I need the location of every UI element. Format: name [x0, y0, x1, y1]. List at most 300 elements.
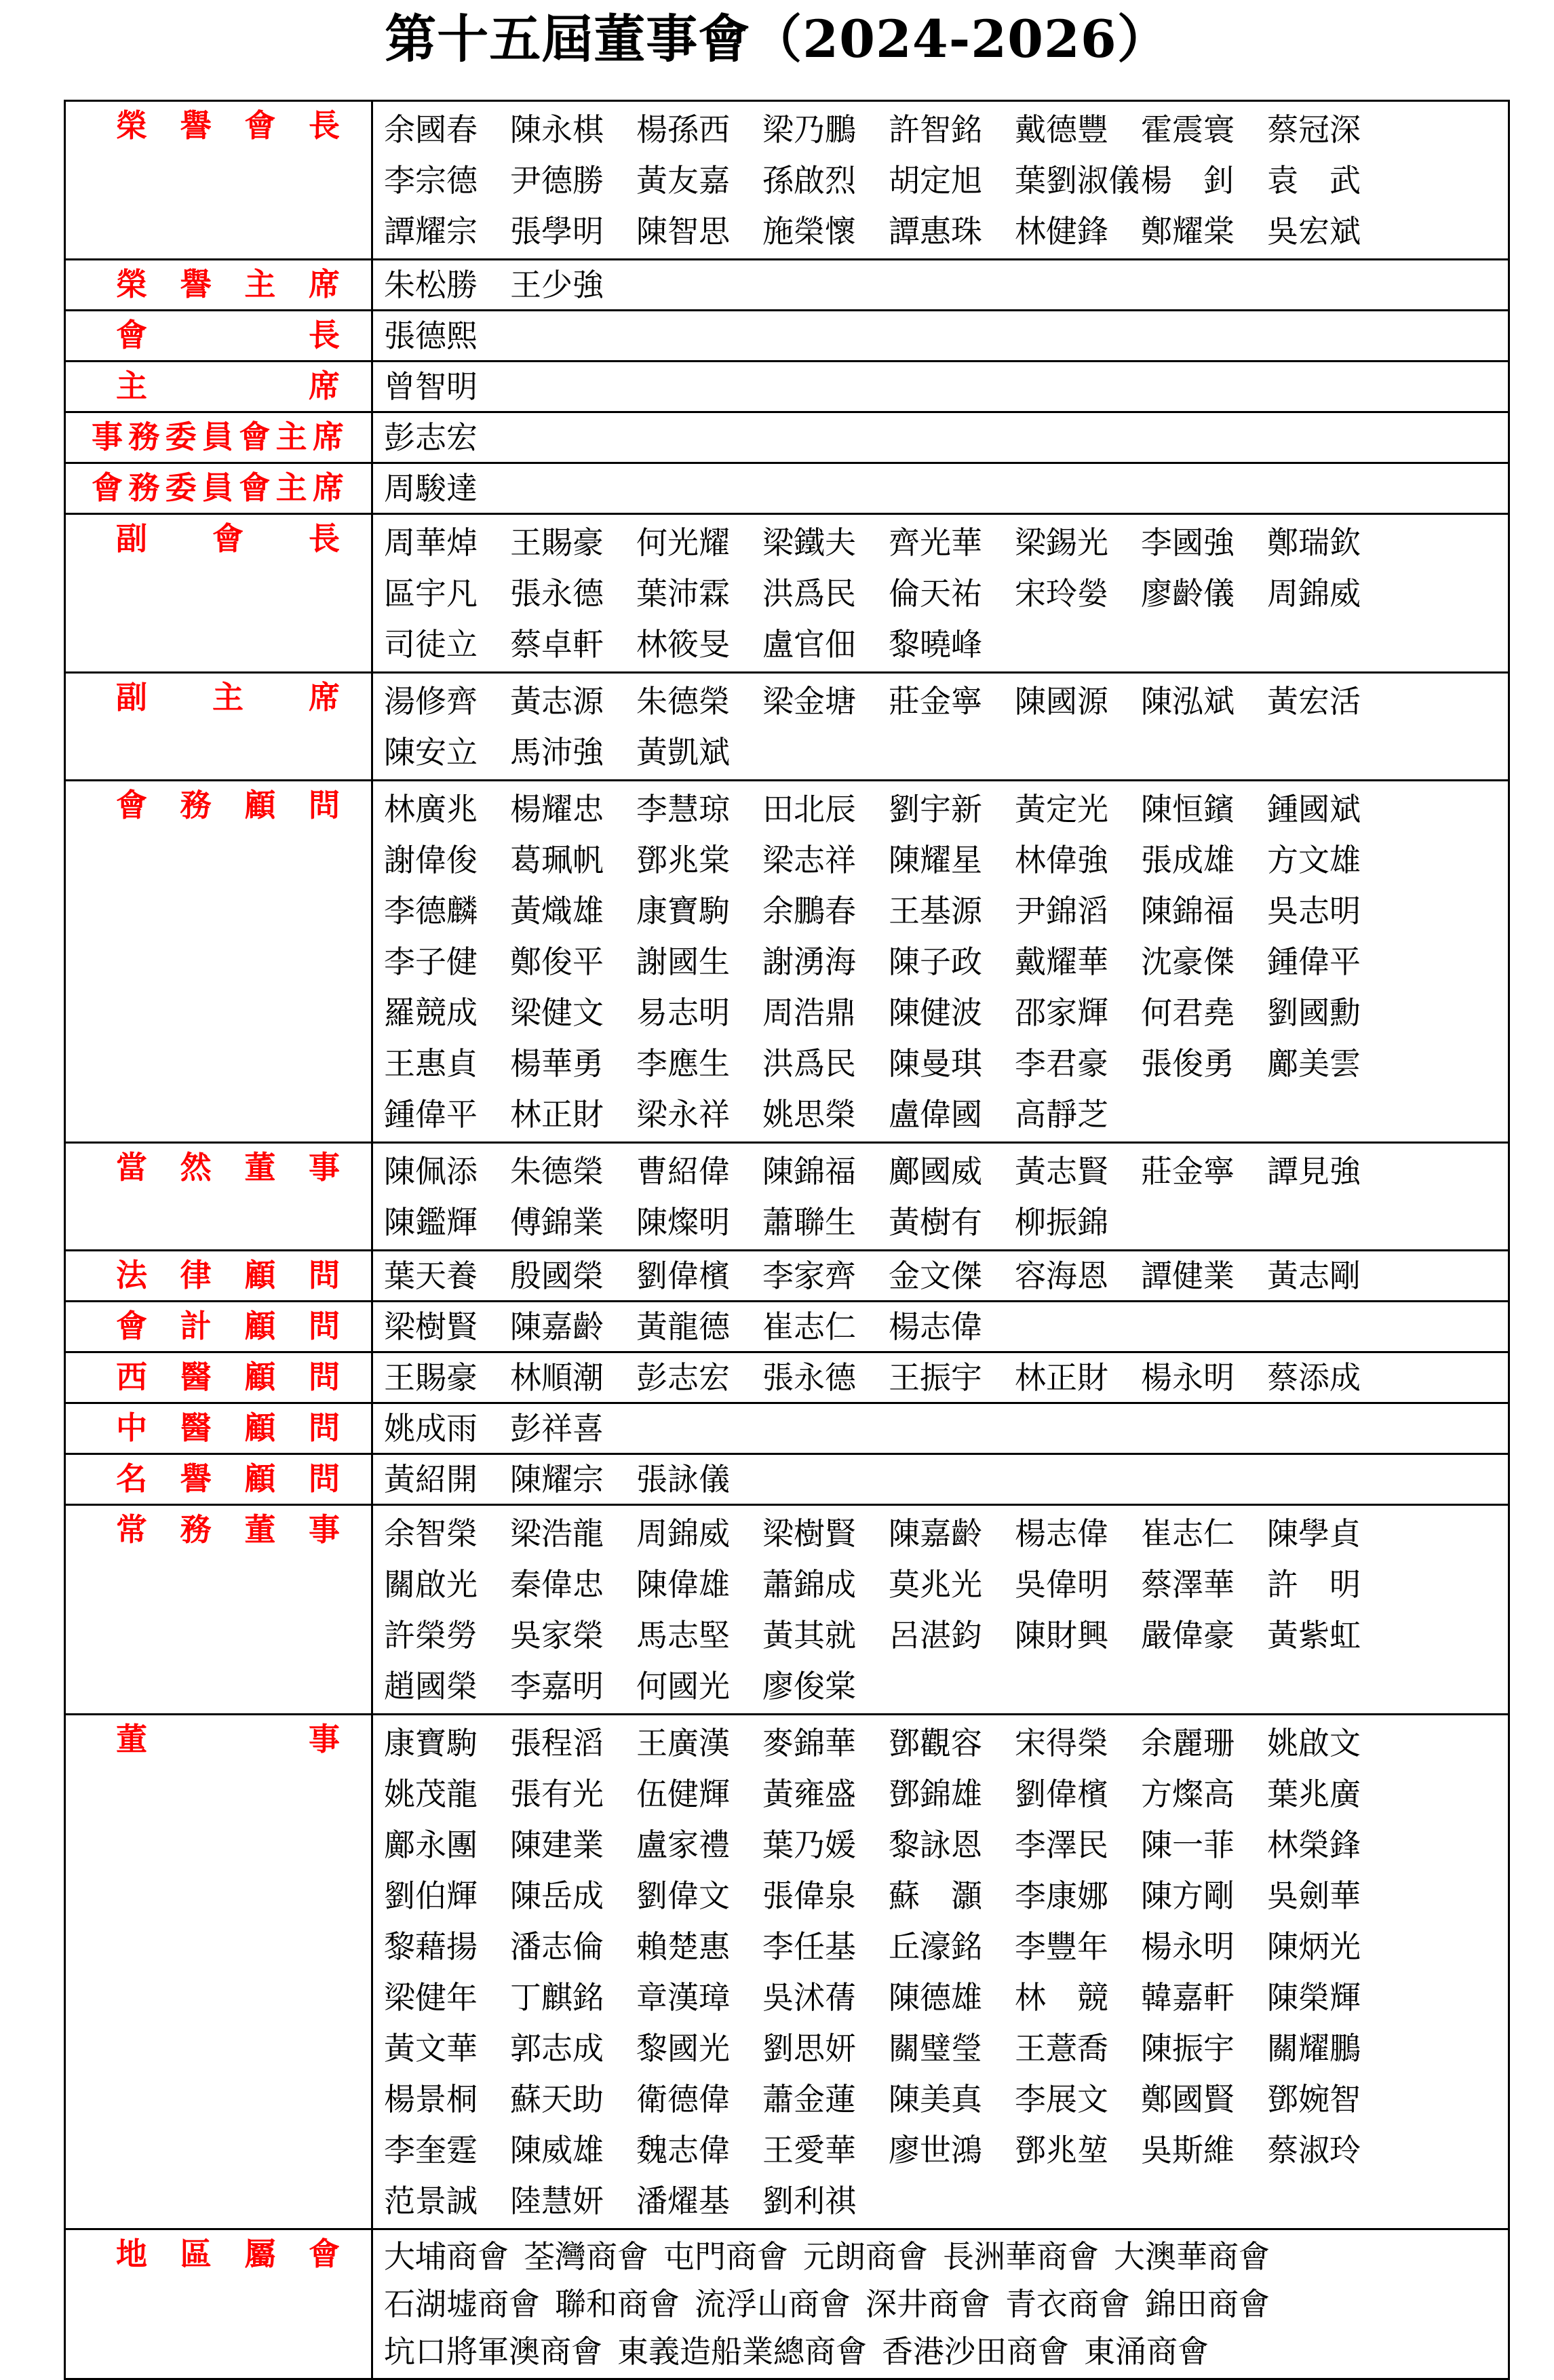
- chamber-name: 聯和商會: [555, 2286, 680, 2322]
- member-name: 鄭耀棠: [1141, 213, 1235, 250]
- member-name: 陳燦明: [636, 1204, 730, 1241]
- members-cell: [372, 1454, 1509, 1505]
- member-name: 黃志剛: [1267, 1257, 1361, 1294]
- members-cell: [372, 260, 1509, 311]
- member-name: 何君堯: [1141, 994, 1235, 1031]
- role-cell: [65, 673, 372, 781]
- chamber-name: 元朗商會: [803, 2238, 928, 2275]
- roster-row: [65, 362, 1509, 412]
- member-name: 梁金塘: [762, 683, 856, 720]
- member-name: 余國春: [384, 111, 478, 148]
- member-name: 黃宏活: [1267, 683, 1361, 720]
- member-name: 陳嘉齡: [510, 1308, 604, 1345]
- member-name: 丘濠銘: [889, 1928, 982, 1965]
- member-name: 方文雄: [1267, 842, 1361, 878]
- member-name: 馬沛強: [510, 734, 604, 770]
- chamber-name: 東義造船業總商會: [617, 2333, 867, 2370]
- member-name: 殷國榮: [510, 1257, 604, 1294]
- member-name: 趙國榮: [384, 1668, 478, 1704]
- role-label: 當然董事: [116, 1149, 340, 1186]
- roster-row: [65, 1454, 1509, 1505]
- member-name: 王愛華: [762, 2132, 856, 2168]
- role-label: 地區屬會: [116, 2236, 340, 2272]
- member-name: 周華焯: [384, 524, 478, 561]
- member-name: 謝國生: [636, 943, 730, 980]
- member-name: 葛珮帆: [510, 842, 604, 878]
- member-name: 朱松勝: [384, 267, 478, 303]
- member-name: 蕭錦成: [762, 1566, 856, 1603]
- member-name: 林健鋒: [1015, 213, 1108, 250]
- role-label: 法律顧問: [116, 1257, 340, 1293]
- member-name: 余麗珊: [1141, 1725, 1235, 1761]
- member-name: 盧偉國: [889, 1096, 982, 1133]
- member-name: 林 競: [1015, 1979, 1108, 2016]
- member-name: 盧家禮: [636, 1827, 730, 1863]
- member-name: 余智榮: [384, 1515, 478, 1552]
- member-name: 蔡淑玲: [1267, 2132, 1361, 2168]
- member-name: 吳沭蒨: [762, 1979, 856, 2016]
- member-name: 林正財: [1015, 1359, 1108, 1396]
- member-name: 鄭俊平: [510, 943, 604, 980]
- member-name: 吳偉明: [1015, 1566, 1108, 1603]
- member-name: 劉國勳: [1267, 994, 1361, 1031]
- member-name: 陳耀宗: [510, 1461, 604, 1498]
- member-name: 姚成雨: [384, 1410, 478, 1447]
- role-label: 事務委員會主席: [92, 418, 344, 455]
- chamber-line: [384, 2328, 1508, 2375]
- member-list: [373, 1144, 1508, 1249]
- member-name: 何光耀: [636, 524, 730, 561]
- role-cell: [65, 781, 372, 1143]
- member-name: 陳振宇: [1141, 2030, 1235, 2067]
- chamber-name: 青衣商會: [1005, 2286, 1130, 2322]
- role-cell: [65, 1143, 372, 1251]
- page-title: 第十五屆董事會（2024-2026）: [385, 9, 1169, 69]
- member-name: 麥錦華: [762, 1725, 856, 1761]
- roster-row: [65, 673, 1509, 781]
- chamber-name: 東涌商會: [1084, 2333, 1209, 2370]
- roster-row: [65, 1715, 1509, 2229]
- member-name: 張偉泉: [762, 1877, 856, 1914]
- member-name: 楊景桐: [384, 2081, 478, 2118]
- role-cell: [65, 1715, 372, 2229]
- members-cell: [372, 362, 1509, 412]
- member-name: 劉利祺: [762, 2183, 856, 2219]
- member-name: 田北辰: [762, 791, 856, 827]
- member-name: 關啟光: [384, 1566, 478, 1603]
- member-name: 鍾偉平: [384, 1096, 478, 1133]
- member-name: 盧官佃: [762, 626, 856, 663]
- member-name: 黃友嘉: [636, 162, 730, 199]
- member-name: 曹紹偉: [636, 1153, 730, 1190]
- member-name: 陳財興: [1015, 1617, 1108, 1654]
- member-name: 陳嘉齡: [889, 1515, 982, 1552]
- member-name: 黎曉峰: [889, 626, 982, 663]
- member-name: 宋玲嫈: [1015, 575, 1108, 612]
- member-name: 陳鑑輝: [384, 1204, 478, 1241]
- role-label: 副主席: [116, 679, 340, 716]
- member-name: 羅競成: [384, 994, 478, 1031]
- member-name: 陳國源: [1015, 683, 1108, 720]
- members-cell: [372, 1715, 1509, 2229]
- member-name: 袁 武: [1267, 162, 1361, 199]
- member-name: 余鵬春: [762, 893, 856, 929]
- member-name: 黃熾雄: [510, 893, 604, 929]
- member-name: 黃樹有: [889, 1204, 982, 1241]
- member-name: 陳德雄: [889, 1979, 982, 2016]
- member-list: [373, 1302, 1508, 1351]
- members-cell: [372, 101, 1509, 260]
- member-name: 蘇 灝: [889, 1877, 982, 1914]
- chamber-name: 香港沙田商會: [882, 2333, 1069, 2370]
- member-name: 陳耀星: [889, 842, 982, 878]
- member-list: [373, 413, 1508, 462]
- member-name: 司徒立: [384, 626, 478, 663]
- member-name: 陳泓斌: [1141, 683, 1235, 720]
- members-cell: [372, 1251, 1509, 1302]
- member-name: 劉偉檳: [636, 1257, 730, 1294]
- member-name: 陳健波: [889, 994, 982, 1031]
- roster-row: [65, 1143, 1509, 1251]
- member-name: 張永德: [510, 575, 604, 612]
- member-name: 潘燿基: [636, 2183, 730, 2219]
- member-name: 蕭聯生: [762, 1204, 856, 1241]
- role-label: 中醫顧問: [116, 1409, 340, 1446]
- role-label: 名譽顧問: [116, 1460, 340, 1497]
- member-name: 莊金寧: [1141, 1153, 1235, 1190]
- member-name: 彭祥喜: [510, 1410, 604, 1447]
- member-name: 洪爲民: [762, 1045, 856, 1082]
- member-name: 陳炳光: [1267, 1928, 1361, 1965]
- role-cell: [65, 412, 372, 463]
- member-name: 梁樹賢: [384, 1308, 478, 1345]
- roster-row: [65, 1403, 1509, 1454]
- role-cell: [65, 1454, 372, 1505]
- member-name: 陳岳成: [510, 1877, 604, 1914]
- member-name: 王賜豪: [510, 524, 604, 561]
- member-name: 衛德偉: [636, 2081, 730, 2118]
- roster-row: [65, 1352, 1509, 1403]
- member-name: 楊永明: [1141, 1359, 1235, 1396]
- member-name: 張俊勇: [1141, 1045, 1235, 1082]
- member-list: [373, 1715, 1508, 2228]
- roster-row: [65, 1302, 1509, 1352]
- member-name: 許榮勞: [384, 1617, 478, 1654]
- member-name: 林榮鋒: [1267, 1827, 1361, 1863]
- member-name: 周駿達: [384, 470, 478, 507]
- member-name: 劉偉檳: [1015, 1776, 1108, 1812]
- member-name: 梁鐵夫: [762, 524, 856, 561]
- member-name: 鄧婉智: [1267, 2081, 1361, 2118]
- role-label: 會長: [116, 317, 340, 353]
- member-name: 楊志偉: [889, 1308, 982, 1345]
- role-label: 主席: [116, 368, 340, 404]
- member-name: 彭志宏: [384, 419, 478, 456]
- member-list: [373, 464, 1508, 513]
- member-name: 吳宏斌: [1267, 213, 1361, 250]
- member-name: 金文傑: [889, 1257, 982, 1294]
- member-name: 朱德榮: [510, 1153, 604, 1190]
- member-name: 康寶駒: [384, 1725, 478, 1761]
- member-name: 陳一菲: [1141, 1827, 1235, 1863]
- roster-row: [65, 412, 1509, 463]
- roster-row: [65, 101, 1509, 260]
- member-name: 鄺美雲: [1267, 1045, 1361, 1082]
- member-name: 陸慧妍: [510, 2183, 604, 2219]
- roster-row: [65, 463, 1509, 514]
- member-name: 張學明: [510, 213, 604, 250]
- member-name: 謝湧海: [762, 943, 856, 980]
- member-name: 尹錦滔: [1015, 893, 1108, 929]
- member-name: 黃志賢: [1015, 1153, 1108, 1190]
- member-name: 關耀鵬: [1267, 2030, 1361, 2067]
- member-name: 王少強: [510, 267, 604, 303]
- member-name: 張成雄: [1141, 842, 1235, 878]
- member-name: 梁志祥: [762, 842, 856, 878]
- member-name: 蔡卓軒: [510, 626, 604, 663]
- member-name: 彭志宏: [636, 1359, 730, 1396]
- member-name: 鄭瑞欽: [1267, 524, 1361, 561]
- member-name: 范景誠: [384, 2183, 478, 2219]
- members-cell: [372, 412, 1509, 463]
- member-name: 章漢璋: [636, 1979, 730, 2016]
- member-list: [373, 1251, 1508, 1300]
- member-name: 陳榮輝: [1267, 1979, 1361, 2016]
- member-name: 戴耀華: [1015, 943, 1108, 980]
- member-name: 吳家榮: [510, 1617, 604, 1654]
- role-cell: [65, 463, 372, 514]
- member-name: 黃定光: [1015, 791, 1108, 827]
- member-name: 陳錦福: [762, 1153, 856, 1190]
- member-name: 張永德: [762, 1359, 856, 1396]
- member-name: 尹德勝: [510, 162, 604, 199]
- member-name: 吳劍華: [1267, 1877, 1361, 1914]
- member-name: 倫天祐: [889, 575, 982, 612]
- role-cell: [65, 1403, 372, 1454]
- member-name: 柳振錦: [1015, 1204, 1108, 1241]
- member-name: 戴德豐: [1015, 111, 1108, 148]
- member-name: 梁健年: [384, 1979, 478, 2016]
- member-name: 朱德榮: [636, 683, 730, 720]
- role-cell: [65, 514, 372, 673]
- member-name: 胡定旭: [889, 162, 982, 199]
- member-name: 鄭國賢: [1141, 2081, 1235, 2118]
- member-name: 鄧觀容: [889, 1725, 982, 1761]
- member-name: 張程滔: [510, 1725, 604, 1761]
- member-name: 李豐年: [1015, 1928, 1108, 1965]
- member-name: 陳方剛: [1141, 1877, 1235, 1914]
- member-name: 林廣兆: [384, 791, 478, 827]
- role-label: 西醫顧問: [116, 1359, 340, 1395]
- member-name: 陳美真: [889, 2081, 982, 2118]
- member-name: 潘志倫: [510, 1928, 604, 1965]
- member-name: 齊光華: [889, 524, 982, 561]
- role-cell: [65, 311, 372, 362]
- member-name: 郭志成: [510, 2030, 604, 2067]
- member-name: 謝偉俊: [384, 842, 478, 878]
- member-name: 黃志源: [510, 683, 604, 720]
- member-name: 李國強: [1141, 524, 1235, 561]
- roster-row: [65, 311, 1509, 362]
- member-name: 呂湛鈞: [889, 1617, 982, 1654]
- roster-row: [65, 1251, 1509, 1302]
- role-cell: [65, 362, 372, 412]
- member-name: 劉宇新: [889, 791, 982, 827]
- member-name: 張詠儀: [636, 1461, 730, 1498]
- member-name: 陳佩添: [384, 1153, 478, 1190]
- member-name: 鄧兆棠: [636, 842, 730, 878]
- member-name: 梁浩龍: [510, 1515, 604, 1552]
- member-name: 廖齡儀: [1141, 575, 1235, 612]
- role-cell: [65, 2229, 372, 2379]
- member-name: 王惠貞: [384, 1045, 478, 1082]
- chamber-name: 長洲華商會: [943, 2238, 1099, 2275]
- member-name: 李展文: [1015, 2081, 1108, 2118]
- member-name: 林偉強: [1015, 842, 1108, 878]
- member-name: 陳錦福: [1141, 893, 1235, 929]
- chamber-name: 大澳華商會: [1114, 2238, 1270, 2275]
- member-name: 梁錫光: [1015, 524, 1108, 561]
- roster-row: [65, 1505, 1509, 1715]
- member-name: 葉兆廣: [1267, 1776, 1361, 1812]
- member-name: 梁乃鵬: [762, 111, 856, 148]
- member-name: 黃凱斌: [636, 734, 730, 770]
- member-name: 姚茂龍: [384, 1776, 478, 1812]
- member-name: 陳偉雄: [636, 1566, 730, 1603]
- member-name: 劉伯輝: [384, 1877, 478, 1914]
- member-name: 曾智明: [384, 368, 478, 405]
- member-name: 陳子政: [889, 943, 982, 980]
- member-list: [373, 260, 1508, 309]
- member-name: 李康娜: [1015, 1877, 1108, 1914]
- chamber-list: [373, 2230, 1508, 2378]
- members-cell: [372, 1143, 1509, 1251]
- role-label: 榮譽主席: [116, 266, 340, 303]
- member-name: 梁健文: [510, 994, 604, 1031]
- members-cell: [372, 463, 1509, 514]
- chamber-name: 荃灣商會: [524, 2238, 648, 2275]
- chamber-name: 深井商會: [866, 2286, 990, 2322]
- member-list: [373, 1353, 1508, 1402]
- member-name: 譚見強: [1267, 1153, 1361, 1190]
- member-name: 湯修齊: [384, 683, 478, 720]
- member-name: 陳永棋: [510, 111, 604, 148]
- member-list: [373, 515, 1508, 671]
- member-name: 區宇凡: [384, 575, 478, 612]
- member-name: 蔡添成: [1267, 1359, 1361, 1396]
- member-name: 陳恒鑌: [1141, 791, 1235, 827]
- member-list: [373, 311, 1508, 360]
- role-cell: [65, 1302, 372, 1352]
- member-name: 洪爲民: [762, 575, 856, 612]
- member-name: 沈豪傑: [1141, 943, 1235, 980]
- member-name: 李慧琼: [636, 791, 730, 827]
- member-name: 廖俊棠: [762, 1668, 856, 1704]
- member-name: 許 明: [1267, 1566, 1361, 1603]
- member-name: 葉劉淑儀: [1015, 162, 1140, 199]
- member-name: 林順潮: [510, 1359, 604, 1396]
- member-list: [373, 1455, 1508, 1504]
- chamber-name: 大埔商會: [384, 2238, 509, 2275]
- member-name: 王振宇: [889, 1359, 982, 1396]
- role-label: 副會長: [116, 520, 340, 557]
- member-name: 鍾偉平: [1267, 943, 1361, 980]
- member-name: 周浩鼎: [762, 994, 856, 1031]
- members-cell: [372, 1403, 1509, 1454]
- role-label: 榮譽會長: [116, 107, 340, 144]
- member-name: 宋得榮: [1015, 1725, 1108, 1761]
- member-name: 廖世鴻: [889, 2132, 982, 2168]
- member-name: 韓嘉軒: [1141, 1979, 1235, 2016]
- member-name: 李家齊: [762, 1257, 856, 1294]
- chamber-line: [384, 2280, 1508, 2328]
- member-name: 譚健業: [1141, 1257, 1235, 1294]
- member-name: 蘇天助: [510, 2081, 604, 2118]
- member-name: 王基源: [889, 893, 982, 929]
- member-name: 鄺國威: [889, 1153, 982, 1190]
- chamber-name: 流浮山商會: [695, 2286, 851, 2322]
- member-name: 容海恩: [1015, 1257, 1108, 1294]
- member-name: 陳安立: [384, 734, 478, 770]
- member-name: 周錦威: [1267, 575, 1361, 612]
- members-cell: [372, 2229, 1509, 2379]
- role-cell: [65, 101, 372, 260]
- chamber-name: 坑口將軍澳商會: [384, 2333, 602, 2370]
- member-name: 關璧瑩: [889, 2030, 982, 2067]
- member-name: 馬志堅: [636, 1617, 730, 1654]
- member-name: 楊孫西: [636, 111, 730, 148]
- member-name: 葉乃媛: [762, 1827, 856, 1863]
- roster-row: [65, 260, 1509, 311]
- member-name: 陳威雄: [510, 2132, 604, 2168]
- member-name: 黃紫虹: [1267, 1617, 1361, 1654]
- member-name: 李君豪: [1015, 1045, 1108, 1082]
- member-name: 鄧兆堃: [1015, 2132, 1108, 2168]
- chamber-name: 石湖墟商會: [384, 2286, 540, 2322]
- members-cell: [372, 781, 1509, 1143]
- member-name: 譚惠珠: [889, 213, 982, 250]
- member-name: 黃龍德: [636, 1308, 730, 1345]
- member-name: 秦偉忠: [510, 1566, 604, 1603]
- members-cell: [372, 673, 1509, 781]
- member-name: 黃文華: [384, 2030, 478, 2067]
- member-name: 易志明: [636, 994, 730, 1031]
- role-label: 會務顧問: [116, 787, 340, 823]
- member-name: 譚耀宗: [384, 213, 478, 250]
- role-label: 董事: [116, 1721, 340, 1757]
- member-name: 陳學貞: [1267, 1515, 1361, 1552]
- member-list: [373, 1404, 1508, 1453]
- member-name: 黎藉揚: [384, 1928, 478, 1965]
- member-name: 邵家輝: [1015, 994, 1108, 1031]
- member-name: 施榮懷: [762, 213, 856, 250]
- member-name: 李應生: [636, 1045, 730, 1082]
- member-name: 高靜芝: [1015, 1096, 1108, 1133]
- member-name: 葉天養: [384, 1257, 478, 1294]
- member-name: 李嘉明: [510, 1668, 604, 1704]
- member-name: 崔志仁: [762, 1308, 856, 1345]
- member-name: 姚啟文: [1267, 1725, 1361, 1761]
- member-name: 許智銘: [889, 111, 982, 148]
- members-cell: [372, 1352, 1509, 1403]
- member-name: 李宗德: [384, 162, 478, 199]
- member-name: 姚思榮: [762, 1096, 856, 1133]
- member-name: 莊金寧: [889, 683, 982, 720]
- chamber-line: [384, 2233, 1508, 2280]
- member-name: 周錦威: [636, 1515, 730, 1552]
- member-name: 吳斯維: [1141, 2132, 1235, 2168]
- member-name: 崔志仁: [1141, 1515, 1235, 1552]
